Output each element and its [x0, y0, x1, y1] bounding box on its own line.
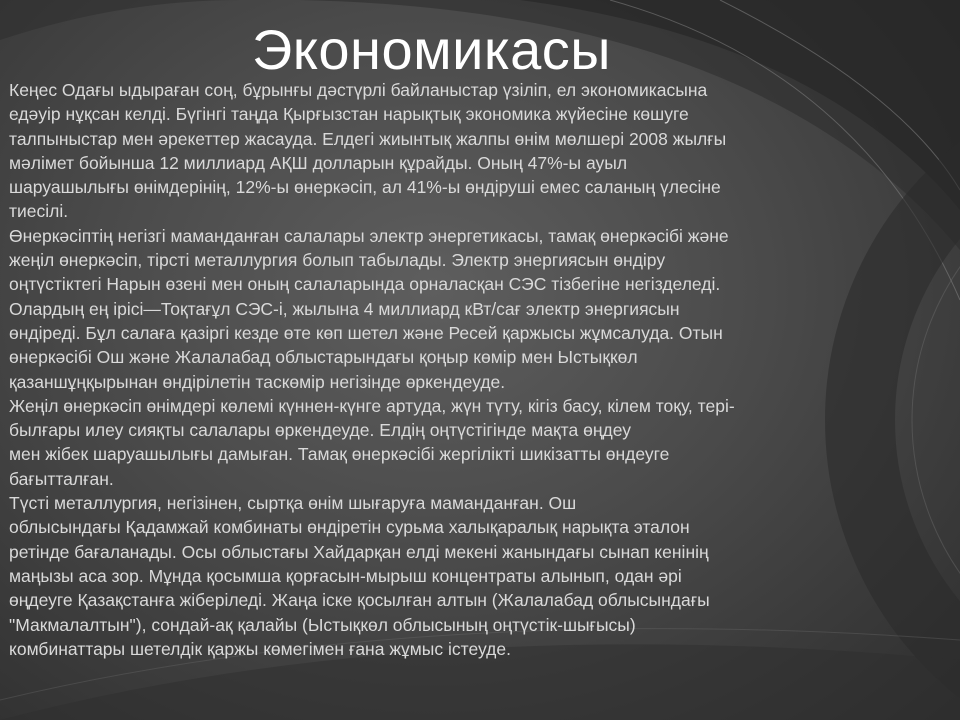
body-line: шаруашылығы өнімдерінің, 12%-ы өнеркәсіп, ал 41%-ы өндіруші емес саланың үлесіне: [9, 177, 721, 198]
body-line: жеңіл өнеркәсіп, тірсті металлургия болып табылады. Электр энергиясын өндіру: [9, 250, 666, 271]
body-line: мәлімет бойынша 12 миллиард АҚШ долларын құрайды. Оның 47%-ы ауыл: [9, 152, 628, 173]
body-line: Түсті металлургия, негізінен, сыртқа өнім шығаруға маманданған. Ош: [9, 493, 577, 514]
body-line: өнеркәсібі Ош және Жалалабад облыстарындағы қоңыр көмір мен Ыстықкөл: [9, 347, 638, 368]
body-line: өндіреді. Бұл салаға қазіргі кезде өте көп шетел және Ресей қаржысы жұмсалуда. Отын: [9, 322, 723, 343]
body-line: комбинаттары шетелдік қаржы көмегімен ғана жұмыс істеуде.: [9, 638, 511, 659]
body-line: облысындағы Қадамжай комбинаты өндіретін сурьма халықаралық нарықта эталон: [9, 517, 690, 538]
slide-title: Экономикасы: [252, 18, 611, 81]
body-line: оңтүстіктегі Нарын өзені мен оның салаларында орналасқан СЭС тізбегіне негізделеді.: [9, 274, 721, 295]
body-line: Жеңіл өнеркәсіп өнімдері көлемі күннен-күнге артуда, жүн түту, кігіз басу, кілем тоқу, тері-: [9, 395, 735, 416]
body-line: қазаншұңқырынан өндірілетін таскөмір негізінде өркендеуде.: [9, 371, 506, 392]
top-left-arc: [0, 0, 240, 40]
body-line: ретінде бағаланады. Осы облыстағы Хайдарқан елді мекені жанындағы сынап кенінің: [9, 541, 709, 562]
body-line: талпыныстар мен әрекеттер жасауда. Елдегі жиынтық жалпы өнім мөлшері 2008 жылғы: [9, 128, 727, 149]
body-line: Олардың ең ірісі—Тоқтағұл СЭС-і, жылына 4 миллиард кВт/сағ электр энергиясын: [9, 298, 680, 319]
slide-body: [9, 78, 909, 661]
body-line: Өнеркәсіптің негізгі маманданған салалары электр энергетикасы, тамақ өнеркәсібі және: [9, 225, 729, 246]
body-line: маңызы аса зор. Мұнда қосымша қорғасын-мырыш концентраты алынып, одан әрі: [9, 565, 682, 586]
body-line: "Макмалалтын"), сондай-ақ қалайы (Ыстықкөл облысының оңтүстік-шығысы): [9, 614, 636, 635]
body-line: тиесілі.: [9, 201, 69, 222]
body-line: былғары илеу сияқты салалары өркендеуде. Елдің оңтүстігінде мақта өңдеу: [9, 420, 631, 441]
body-line: бағытталған.: [9, 468, 114, 489]
body-line: өңдеуге Қазақстанға жіберіледі. Жаңа іске қосылған алтын (Жалалабад облысындағы: [9, 590, 710, 611]
body-line: мен жібек шаруашылығы дамыған. Тамақ өнеркәсібі жергілікті шикізатты өндеуге: [9, 444, 670, 465]
body-line: Кеңес Одағы ыдыраған соң, бұрынғы дәстүрлі байланыстар үзіліп, ел экономикасына: [9, 80, 708, 100]
body-line: едәуір нұқсан келді. Бүгінгі таңда Қырғызстан нарықтық экономика жүйесіне көшуге: [9, 104, 689, 125]
